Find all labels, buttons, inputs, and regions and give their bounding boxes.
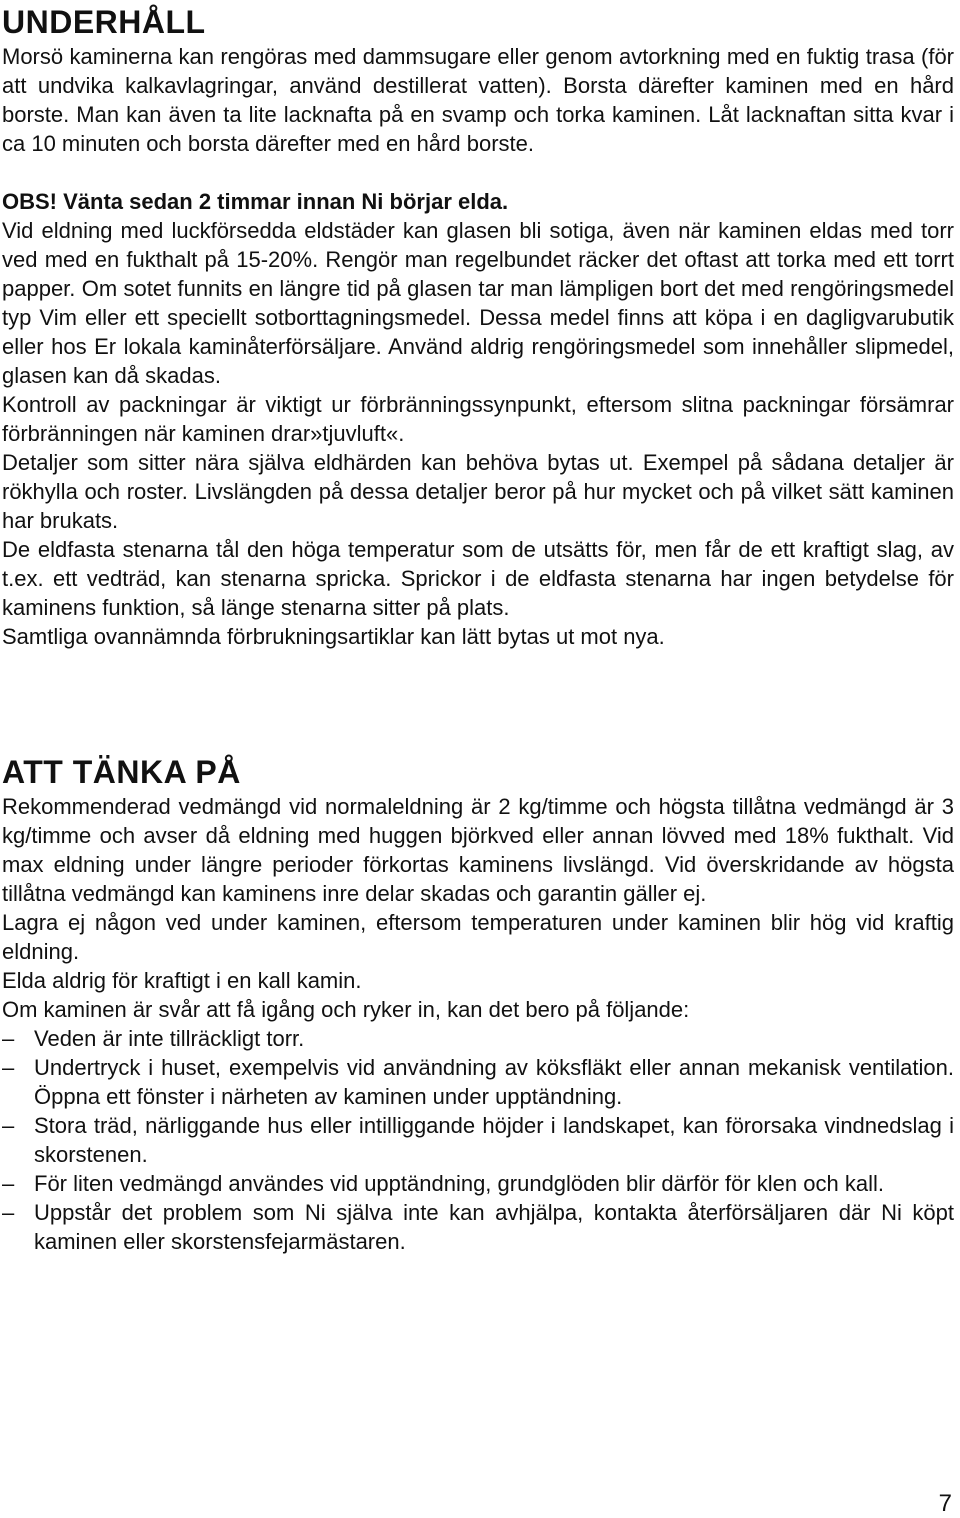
gaskets-paragraph: Kontroll av packningar är viktigt ur förbränningssynpunkt, eftersom slitna packningar försämrar förbränningen när kaminen drar»tjuvluft«. (2, 392, 954, 446)
bullet-dash: – (2, 1026, 15, 1051)
page-number: 7 (938, 1490, 952, 1517)
list-item-text: Uppstår det problem som Ni själva inte kan avhjälpa, kontakta återförsäljaren där Ni köpt kaminen eller skorstensfejarmästaren. (34, 1200, 954, 1254)
consumables-paragraph: Samtliga ovannämnda förbrukningsartiklar kan lätt bytas ut mot nya. (2, 624, 665, 649)
parts-paragraph: Detaljer som sitter nära själva eldhärden kan behöva bytas ut. Exempel på sådana detaljer är rökhylla och roster. Livslängden på dessa detaljer beror på hur mycket och på vilket sätt kaminen har brukats. (2, 450, 954, 533)
wood-amount-paragraph: Rekommenderad vedmängd vid normaleldning är 2 kg/timme och högsta tillåtna vedmängd är 3 kg/timme och avser då eldning med huggen björkved eller annan lövved med 18% fukthalt. Vid max eldning under längre perioder förkortas kaminens livslängd. Vid överskridande av högsta tillåtna vedmängd kan kaminens inre delar skadas och garantin gäller ej. (2, 794, 954, 906)
maintenance-heading: UNDERHÅLL (2, 4, 206, 40)
list-item-text: Veden är inte tillräckligt torr. (34, 1026, 305, 1051)
glass-cleaning-paragraph: Vid eldning med luckförsedda eldstäder kan glasen bli sotiga, även när kaminen eldas med torr ved med en fukthalt på 15-20%. Rengör man regelbundet räcker det oftast att torka med ett torrt papper. Om sotet funnits en längre tid på glasen tar man lämpligen bort det med rengöringsmedel typ Vim eller ett speciellt sotborttagningsmedel. Dessa medel finns att köpa i en dagligvarubutik eller hos Er lokala kaminåterförsäljare. Använd aldrig rengöringsmedel som innehåller slipmedel, glasen kan då skadas. (2, 218, 954, 388)
consider-heading: ATT TÄNKA PÅ (2, 754, 241, 790)
storage-paragraph: Lagra ej någon ved under kaminen, eftersom temperaturen under kaminen blir hög vid kraftig eldning. (2, 910, 954, 964)
list-item-text: Undertryck i huset, exempelvis vid användning av köksfläkt eller annan mekanisk ventilation. Öppna ett fönster i närheten av kaminen under upptändning. (34, 1055, 954, 1109)
smoke-intro-paragraph: Om kaminen är svår att få igång och ryker in, kan det bero på följande: (2, 997, 690, 1022)
bullet-dash: – (2, 1171, 15, 1196)
maintenance-section (2, 2, 954, 651)
list-item (2, 1053, 954, 1111)
list-item (2, 1169, 954, 1198)
list-item-text: Stora träd, närliggande hus eller intilliggande höjder i landskapet, kan förorsaka vindnedslag i skorstenen. (34, 1113, 954, 1167)
list-item-text: För liten vedmängd användes vid upptändning, grundglöden blir därför för klen och kall. (34, 1171, 884, 1196)
bullet-dash: – (2, 1200, 15, 1225)
maintenance-intro-paragraph: Morsö kaminerna kan rengöras med dammsugare eller genom avtorkning med en fuktig trasa (för att undvika kalkavlagringar, använd destillerat vatten). Borsta därefter kaminen med en hård borste. Man kan även ta lite lacknafta på en svamp och torka kaminen. Låt lacknaftan sitta kvar i ca 10 minuten och borsta därefter med en hård borste. (2, 44, 954, 156)
obs-warning: OBS! Vänta sedan 2 timmar innan Ni börjar elda. (2, 189, 509, 214)
list-item (2, 1198, 954, 1256)
cold-stove-paragraph: Elda aldrig för kraftigt i en kall kamin. (2, 968, 362, 993)
causes-list (2, 1024, 954, 1256)
bricks-paragraph: De eldfasta stenarna tål den höga temperatur som de utsätts för, men får de ett kraftigt slag, av t.ex. ett vedträd, kan stenarna spricka. Sprickor i de eldfasta stenarna har ingen betydelse för kaminens funktion, så länge stenarna sitter på plats. (2, 537, 954, 620)
list-item (2, 1111, 954, 1169)
bullet-dash: – (2, 1113, 15, 1138)
list-item (2, 1024, 954, 1053)
bullet-dash: – (2, 1055, 15, 1080)
consider-section (2, 752, 954, 1256)
